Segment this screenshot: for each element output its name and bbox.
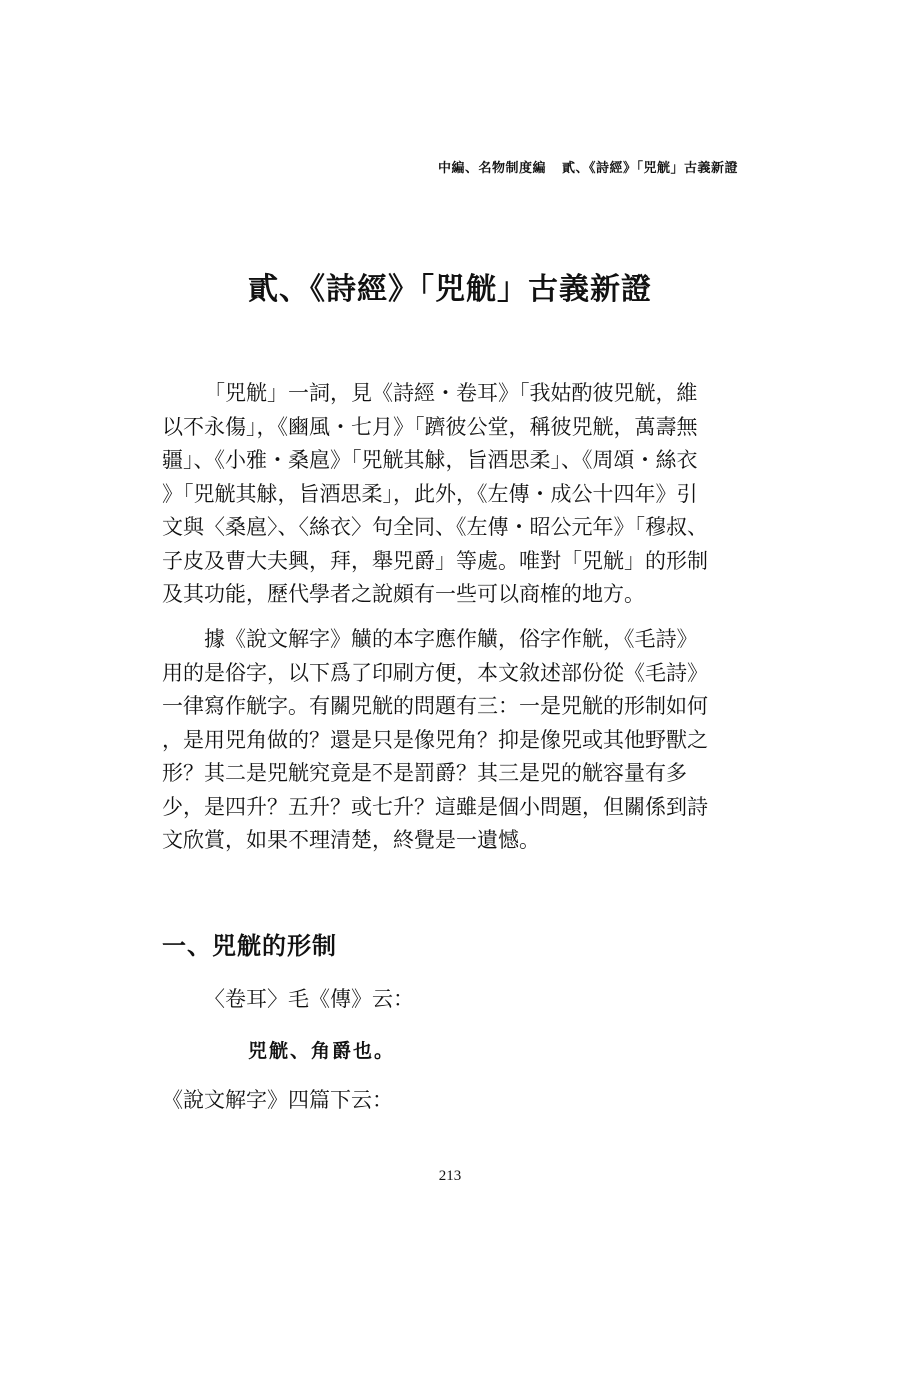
paragraph-line: 一律寫作觥字。有關兕觥的問題有三：一是兕觥的形制如何: [162, 694, 708, 718]
body-paragraph-1: [162, 377, 742, 612]
paragraph-line: 據《說文解字》觵的本字應作觵，俗字作觥，《毛詩》: [204, 627, 698, 651]
running-header-part: 中編、名物制度編: [437, 161, 546, 176]
paragraph-line: 用的是俗字，以下爲了印刷方便，本文敘述部份從《毛詩》: [162, 660, 708, 685]
running-header-chapter: 貳、《詩經》「兕觥」古義新證: [561, 161, 738, 176]
citation-source: 〈卷耳〉毛《傳》云：: [204, 987, 414, 1011]
paragraph-line: 子皮及曹大夫興，拜，舉兕爵」等處。唯對「兕觥」的形制: [162, 548, 708, 573]
section-heading: 一、兕觥的形制: [162, 931, 337, 960]
paragraph-line: 以不永傷」，《豳風・七月》「躋彼公堂，稱彼兕觥，萬壽無: [162, 414, 698, 439]
paragraph-line: 文欣賞，如果不理清楚，終覺是一遺憾。: [162, 828, 540, 852]
citation-source: 《說文解字》四篇下云：: [162, 1088, 393, 1112]
article-title: 貳、《詩經》「兕觥」古義新證: [248, 272, 652, 307]
page-number: 213: [438, 1168, 462, 1184]
paragraph-line: 形？其二是兕觥究竟是不是罰爵？其三是兕的觥容量有多: [162, 761, 687, 785]
paragraph-line: 》「兕觥其觩，旨酒思柔」，此外，《左傳・成公十四年》引: [162, 481, 698, 506]
paragraph-line: 少，是四升？五升？或七升？這雖是個小問題，但關係到詩: [162, 794, 708, 819]
paragraph-line: ，是用兕角做的？還是只是像兕角？抑是像兕或其他野獸之: [162, 727, 708, 752]
paragraph-line: 「兕觥」一詞，見《詩經・卷耳》「我姑酌彼兕觥，維: [204, 381, 698, 405]
paragraph-line: 疆」、《小雅・桑扈》「兕觥其觩，旨酒思柔」、《周頌・絲衣: [162, 448, 698, 472]
paragraph-line: 及其功能，歷代學者之說頗有一些可以商榷的地方。: [162, 582, 645, 606]
paragraph-line: 文與〈桑扈〉、〈絲衣〉句全同、《左傳・昭公元年》「穆叔、: [162, 515, 708, 539]
body-paragraph-2: [162, 623, 742, 858]
citation-quote: 兕觥、角爵也。: [248, 1040, 396, 1062]
running-header: [438, 157, 738, 176]
